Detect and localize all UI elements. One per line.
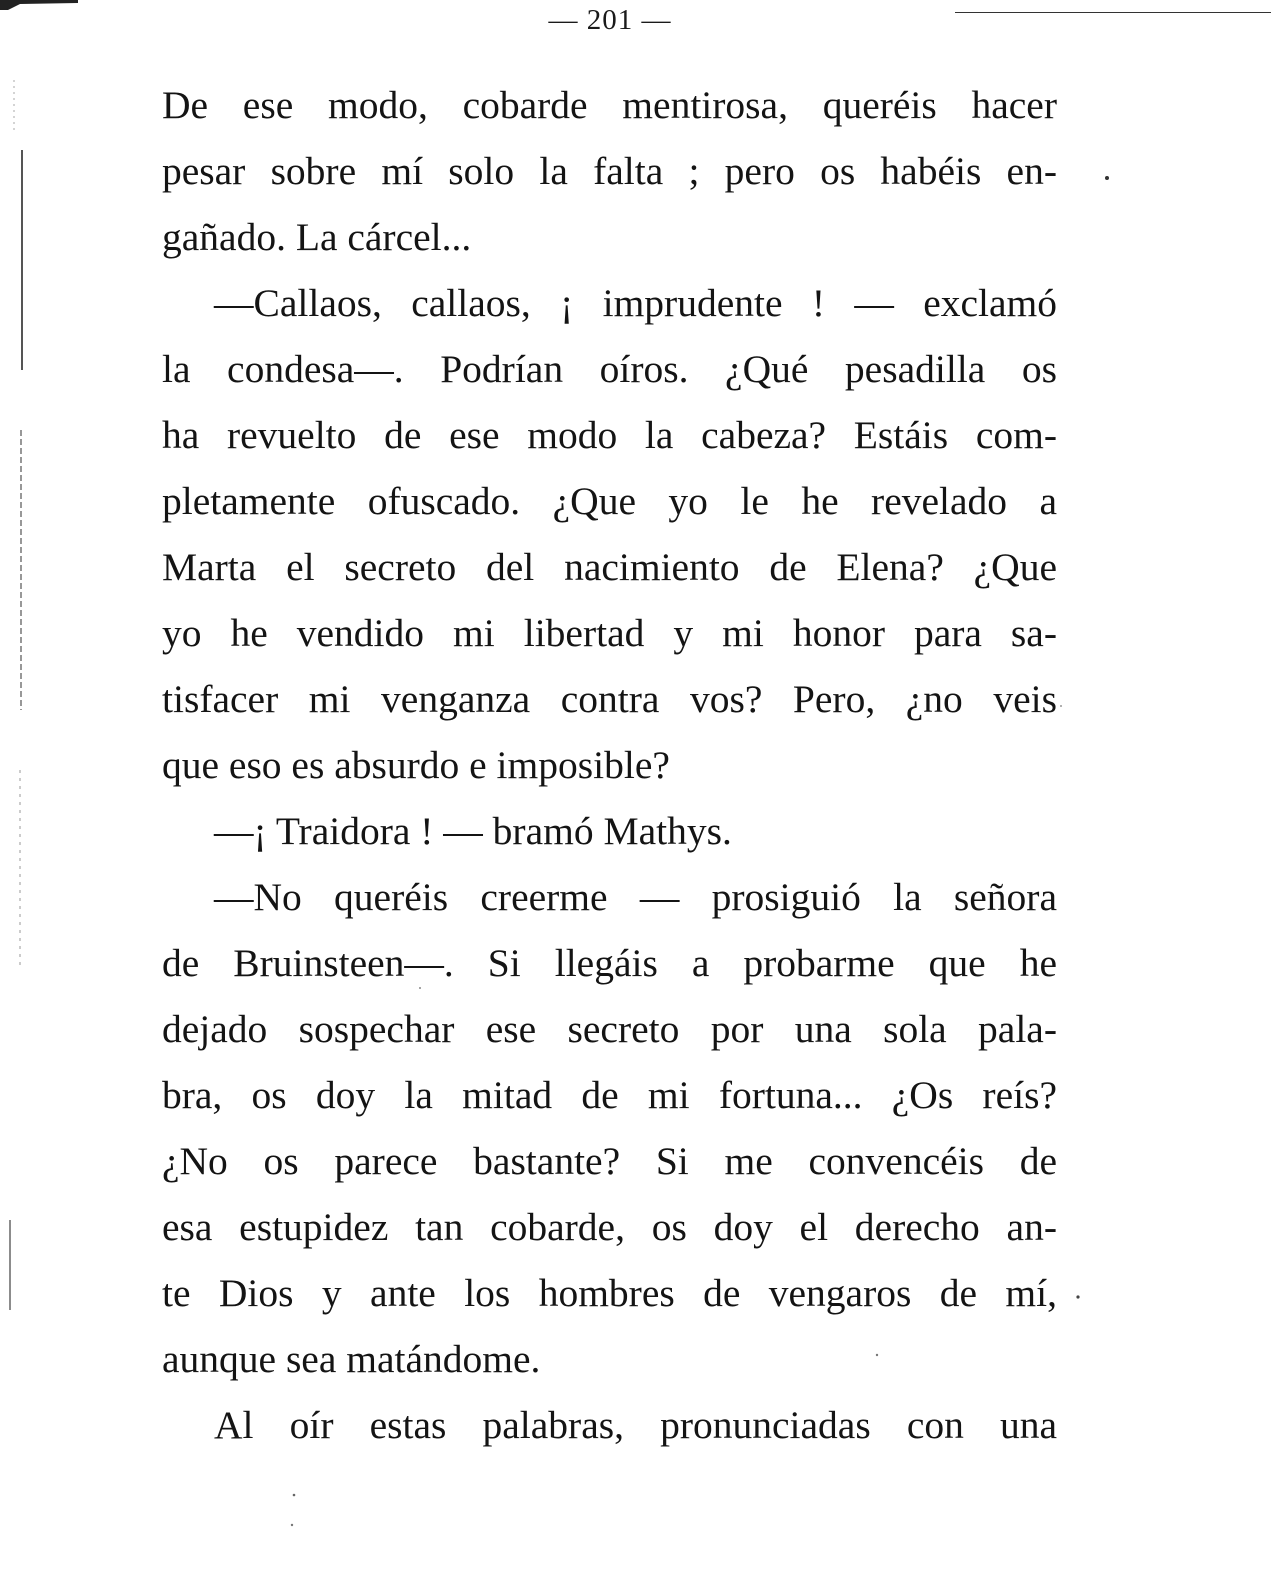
text-line: te Dios y ante los hombres de vengaros de mí, — [162, 1271, 1057, 1315]
text-line: gañado. La cárcel... — [162, 215, 472, 259]
text-line: de Bruinsteen—. Si llegáis a probarme que he — [162, 941, 1057, 985]
scan-top-rule — [955, 12, 1271, 13]
text-line: la condesa—. Podrían oíros. ¿Qué pesadilla os — [162, 347, 1057, 391]
paragraph — [162, 72, 1057, 270]
scan-left-edge — [0, 70, 40, 1310]
text-line: bra, os doy la mitad de mi fortuna... ¿Os reís? — [162, 1073, 1057, 1117]
text-line: Marta el secreto del nacimiento de Elena? ¿Que — [162, 545, 1057, 589]
text-line: pletamente ofuscado. ¿Que yo le he revelado a — [162, 479, 1057, 523]
paragraph — [162, 864, 1057, 1392]
text-line: De ese modo, cobarde mentirosa, queréis hacer — [162, 83, 1057, 127]
text-line: —No queréis creerme — prosiguió la señora — [214, 875, 1057, 919]
text-line: pesar sobre mí solo la falta ; pero os habéis en- — [162, 149, 1057, 193]
paragraph — [162, 798, 1057, 864]
paragraph — [162, 1392, 1057, 1458]
text-line: esa estupidez tan cobarde, os doy el derecho an- — [162, 1205, 1057, 1249]
text-line: dejado sospechar ese secreto por una sola pala- — [162, 1007, 1057, 1051]
text-line: ¿No os parece bastante? Si me convencéis de — [162, 1139, 1057, 1183]
paragraph — [162, 270, 1057, 798]
text-line: tisfacer mi venganza contra vos? Pero, ¿no veis — [162, 677, 1057, 721]
text-line: que eso es absurdo e imposible? — [162, 743, 670, 787]
body-text — [162, 72, 1057, 1458]
text-line: ha revuelto de ese modo la cabeza? Estáis com- — [162, 413, 1057, 457]
text-line: —¡ Traidora ! — bramó Mathys. — [214, 809, 732, 853]
text-line: Al oír estas palabras, pronunciadas con una — [214, 1403, 1057, 1447]
text-line: aunque sea matándome. — [162, 1337, 541, 1381]
text-line: yo he vendido mi libertad y mi honor para sa- — [162, 611, 1057, 655]
scan-corner-mark — [0, 0, 78, 10]
page-number: — 201 — — [548, 4, 672, 36]
text-line: —Callaos, callaos, ¡ imprudente ! — exclamó — [214, 281, 1057, 325]
